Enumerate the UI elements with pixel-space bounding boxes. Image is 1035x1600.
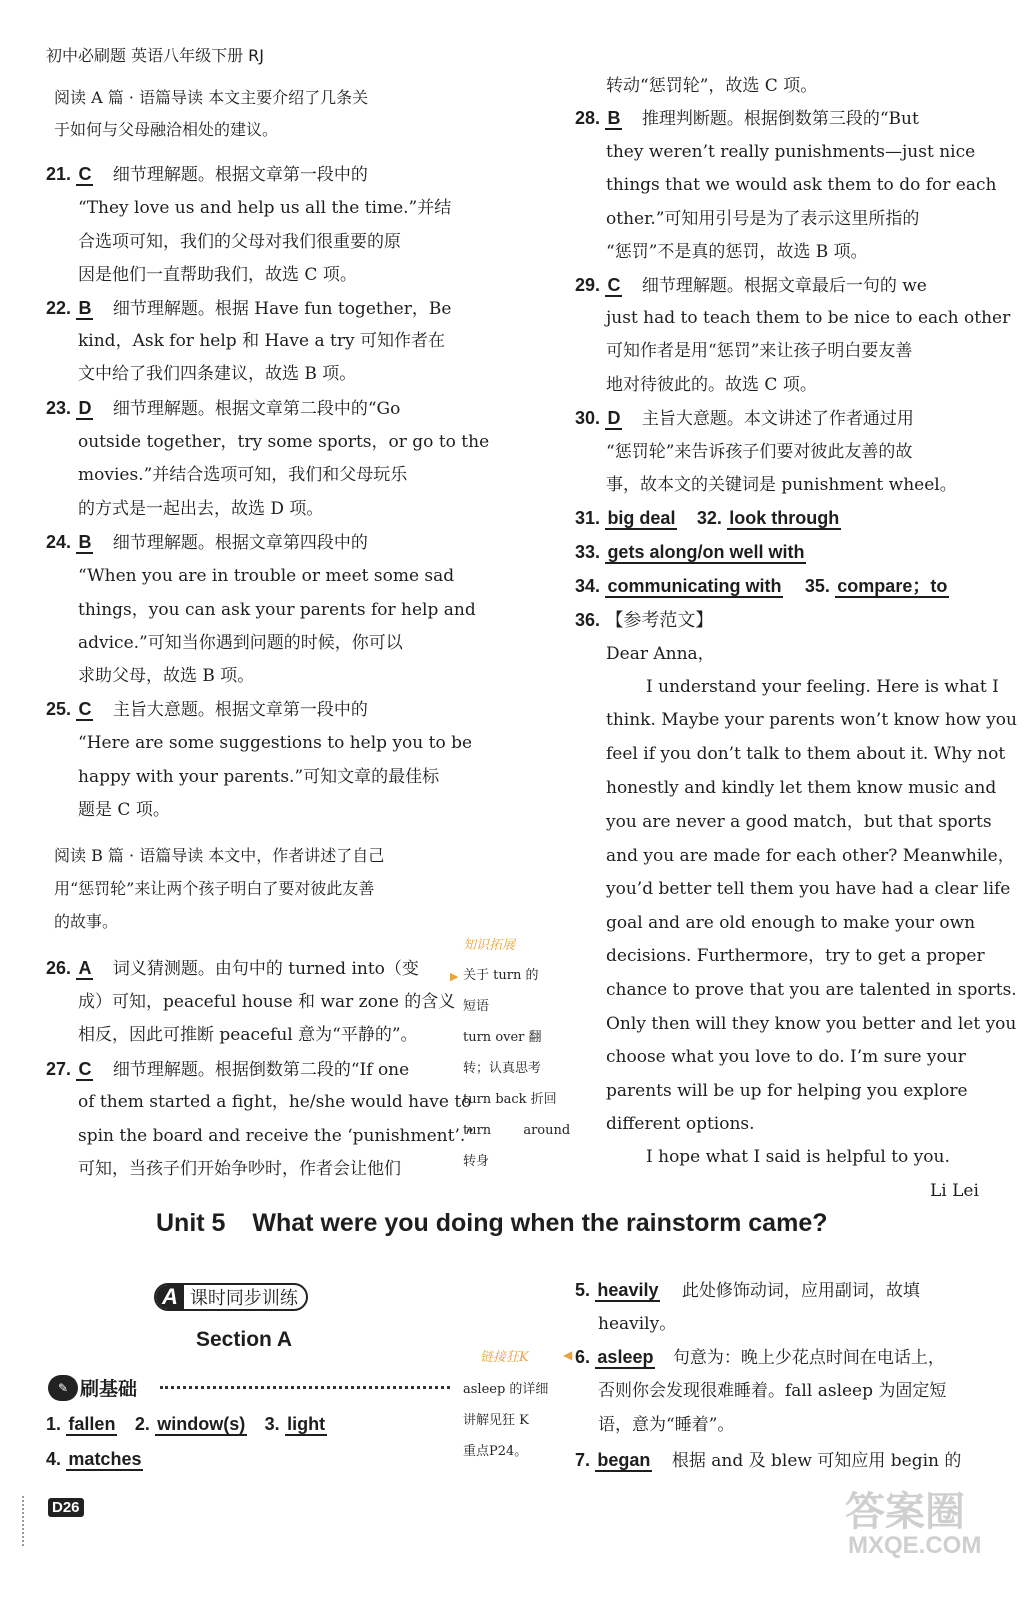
explanation-line: just had to teach them to be nice to each other xyxy=(606,308,1011,328)
explanation-line: “惩罚”不是真的惩罚，故选 B 项。 xyxy=(606,242,868,262)
explanation-line: 句意为：晚上少花点时间在电话上， xyxy=(672,1348,945,1368)
letter-signature: Li Lei xyxy=(930,1181,979,1201)
knowledge-line: 关于 turn 的 xyxy=(463,968,539,983)
q27 xyxy=(46,1057,409,1082)
link-line: 重点P24。 xyxy=(463,1444,528,1459)
explanation-line: 细节理解题。根据倒数第二段的“If one xyxy=(112,1060,410,1080)
question-number: 23. xyxy=(46,398,72,418)
explanation-line: 地对待彼此的。故选 C 项。 xyxy=(606,375,817,395)
explanation-line: 的方式是一起出去，故选 D 项。 xyxy=(78,499,324,519)
basic-answers-row1 xyxy=(46,1412,327,1437)
explanation-line: heavily。 xyxy=(598,1314,677,1334)
question-number: 30. xyxy=(575,408,601,428)
explanation-line: “Here are some suggestions to help you to be xyxy=(78,733,473,753)
section-badge-text: 课时同步训练 xyxy=(189,1288,298,1309)
brush-icon: ✎ xyxy=(48,1375,78,1401)
q34-q35 xyxy=(575,574,949,599)
explanation-line: they weren’t really punishments—just nice xyxy=(606,142,976,162)
explanation-line: 细节理解题。根据 Have fun together，Be xyxy=(112,299,452,319)
letter-line: goal and are old enough to make your own xyxy=(606,913,976,933)
sample-essay-label: 【参考范文】 xyxy=(605,610,714,631)
letter-closing: I hope what I said is helpful to you. xyxy=(646,1147,950,1167)
question-number: 6. xyxy=(575,1347,591,1367)
page-header: 初中必刷题 英语八年级下册 RJ xyxy=(46,46,265,65)
knowledge-line: turn back 折回 xyxy=(463,1092,557,1107)
answer: heavily xyxy=(597,1280,659,1300)
letter-line: and you are made for each other? Meanwhile， xyxy=(606,846,1015,866)
watermark-logo: 答案圈 xyxy=(845,1490,965,1534)
section-badge xyxy=(154,1283,308,1311)
q22 xyxy=(46,296,451,321)
explanation-line: 此处修饰动词，应用副词，故填 xyxy=(681,1281,920,1301)
brush-basics-label: 刷基础 xyxy=(80,1378,138,1400)
guide-b-line2: 用“惩罚轮”来让两个孩子明白了要对彼此友善 xyxy=(54,879,375,898)
explanation-line: 因是他们一直帮助我们，故选 C 项。 xyxy=(78,265,357,285)
question-number: 21. xyxy=(46,164,72,184)
unit-label: Unit 5 xyxy=(156,1209,226,1237)
letter-line: parents will be up for helping you explore xyxy=(606,1081,968,1101)
letter-greeting: Dear Anna， xyxy=(606,644,715,664)
link-line: asleep 的详细 xyxy=(463,1382,549,1397)
explanation-line: 相反，因此可推断 peaceful 意为“平静的”。 xyxy=(78,1025,418,1045)
explanation-line: 细节理解题。根据文章第四段中的 xyxy=(112,533,368,553)
answer: asleep xyxy=(597,1347,654,1367)
explanation-line: movies.”并结合选项可知，我们和父母玩乐 xyxy=(78,465,408,485)
guide-b-line3: 的故事。 xyxy=(54,912,119,931)
letter-line: chance to prove that you are talented in sports. xyxy=(606,980,1017,1000)
question-number: 27. xyxy=(46,1059,72,1079)
question-number: 29. xyxy=(575,275,601,295)
question-number: 1. xyxy=(46,1414,62,1434)
explanation-line: 事，故本文的关键词是 punishment wheel。 xyxy=(606,475,957,495)
letter-line: Only then will they know you better and let you xyxy=(606,1014,1017,1034)
explanation-line: 词义猜测题。由句中的 turned into（变 xyxy=(112,959,419,979)
q23 xyxy=(46,396,400,421)
explanation-line: 文中给了我们四条建议，故选 B 项。 xyxy=(78,364,357,384)
explanation-line: 题是 C 项。 xyxy=(78,800,170,820)
answer: B xyxy=(607,108,621,128)
knowledge-line: 短语 xyxy=(463,999,490,1014)
q21 xyxy=(46,162,368,187)
letter-line: decisions. Furthermore，try to get a proper xyxy=(606,946,985,966)
letter-line: think. Maybe your parents won’t know how you xyxy=(606,710,1017,730)
explanation-line: 根据 and 及 blew 可知应用 begin 的 xyxy=(671,1451,962,1471)
answer: D xyxy=(607,408,621,428)
q29 xyxy=(575,273,927,298)
answer: C xyxy=(607,275,621,295)
answer: began xyxy=(597,1450,651,1470)
q31-q32 xyxy=(575,506,841,531)
explanation-line: other.”可知用引号是为了表示这里所指的 xyxy=(606,209,920,229)
section-badge-letter: A xyxy=(156,1285,184,1309)
answer: look through xyxy=(729,508,840,528)
answer: C xyxy=(78,164,92,184)
q24 xyxy=(46,530,368,555)
explanation-line: 主旨大意题。本文讲述了作者通过用 xyxy=(641,409,914,429)
explanation-line: 细节理解题。根据文章第一段中的 xyxy=(112,165,368,185)
letter-line: you’d better tell them you have had a clear life xyxy=(606,879,1011,899)
arrow-icon: ◀ xyxy=(563,1348,573,1362)
explanation-line: 推理判断题。根据倒数第三段的“But xyxy=(641,109,919,129)
question-number: 32. xyxy=(696,508,722,528)
question-number: 31. xyxy=(575,508,601,528)
explanation-line: “When you are in trouble or meet some sad xyxy=(78,566,455,586)
letter-line: I understand your feeling. Here is what I xyxy=(646,677,999,697)
letter-line: honestly and kindly let them know music and xyxy=(606,778,997,798)
unit-heading xyxy=(156,1208,828,1238)
link-line: 讲解见狂 K xyxy=(463,1413,529,1428)
q26 xyxy=(46,956,419,981)
question-number: 22. xyxy=(46,298,72,318)
q27-continued: 转动“惩罚轮”，故选 C 项。 xyxy=(606,76,818,96)
explanation-line: 细节理解题。根据文章第二段中的“Go xyxy=(112,399,401,419)
basic-answers-row2 xyxy=(46,1447,143,1472)
knowledge-line: turn around xyxy=(463,1123,571,1138)
letter-line: feel if you don’t talk to them about it. Why not xyxy=(606,744,1006,764)
explanation-line: 细节理解题。根据文章最后一句的 we xyxy=(641,276,927,296)
letter-line: you are never a good match，but that sports xyxy=(606,812,992,832)
answer: D xyxy=(78,398,92,418)
knowledge-line: 转身 xyxy=(463,1154,490,1169)
explanation-line: spin the board and receive the ‘punishment’.” xyxy=(78,1126,474,1146)
question-number: 3. xyxy=(264,1414,280,1434)
q36 xyxy=(575,608,713,633)
answer: C xyxy=(78,1059,92,1079)
explanation-line: things，you can ask your parents for help and xyxy=(78,600,476,620)
answer: window(s) xyxy=(157,1414,246,1434)
answer: A xyxy=(78,958,92,978)
explanation-line: 主旨大意题。根据文章第一段中的 xyxy=(112,700,368,720)
guide-a-line1: 阅读 A 篇 · 语篇导读 本文主要介绍了几条关 xyxy=(54,88,369,107)
arrow-icon: ▶ xyxy=(450,970,459,983)
q28 xyxy=(575,106,919,131)
knowledge-line: turn over 翻 xyxy=(463,1030,542,1045)
question-number: 7. xyxy=(575,1450,591,1470)
explanation-line: happy with your parents.”可知文章的最佳标 xyxy=(78,767,440,787)
answer: compare；to xyxy=(837,576,948,596)
question-number: 34. xyxy=(575,576,601,596)
explanation-line: 合选项可知，我们的父母对我们很重要的原 xyxy=(78,232,401,252)
question-number: 33. xyxy=(575,542,601,562)
answer: B xyxy=(78,298,92,318)
answer: big deal xyxy=(607,508,676,528)
question-number: 25. xyxy=(46,699,72,719)
question-number: 28. xyxy=(575,108,601,128)
letter-line: choose what you love to do. I’m sure your xyxy=(606,1047,966,1067)
explanation-line: 可知作者是用“惩罚”来让孩子明白要友善 xyxy=(606,341,913,361)
q33 xyxy=(575,540,806,565)
answer: communicating with xyxy=(607,576,782,596)
answer: matches xyxy=(68,1449,142,1469)
explanation-line: of them started a fight，he/she would have to xyxy=(78,1092,472,1112)
explanation-line: 语，意为“睡着”。 xyxy=(598,1415,735,1435)
explanation-line: advice.”可知当你遇到问题的时候，你可以 xyxy=(78,633,403,653)
explanation-line: things that we would ask them to do for each xyxy=(606,175,997,195)
unit-title: What were you doing when the rainstorm came? xyxy=(252,1209,828,1237)
margin-decoration xyxy=(22,1496,24,1546)
q30 xyxy=(575,406,914,431)
dotted-divider xyxy=(160,1386,450,1389)
q6 xyxy=(575,1345,945,1370)
answer: gets along/on well with xyxy=(607,542,805,562)
explanation-line: “They love us and help us all the time.”并结 xyxy=(78,198,452,218)
knowledge-extension-title: 知识拓展 xyxy=(463,938,516,953)
knowledge-line: 转；认真思考 xyxy=(463,1061,542,1076)
explanation-line: 成）可知，peaceful house 和 war zone 的含义 xyxy=(78,992,456,1012)
q7 xyxy=(575,1448,961,1473)
question-number: 36. xyxy=(575,610,601,630)
explanation-line: 可知，当孩子们开始争吵时，作者会让他们 xyxy=(78,1159,401,1179)
question-number: 4. xyxy=(46,1449,62,1469)
answer: fallen xyxy=(68,1414,116,1434)
link-title: 链接狂K xyxy=(480,1350,529,1365)
answer: light xyxy=(287,1414,326,1434)
letter-line: different options. xyxy=(606,1114,755,1134)
section-title: Section A xyxy=(196,1328,293,1351)
question-number: 2. xyxy=(134,1414,150,1434)
explanation-line: 否则你会发现很难睡着。fall asleep 为固定短 xyxy=(598,1381,947,1401)
explanation-line: “惩罚轮”来告诉孩子们要对彼此友善的故 xyxy=(606,442,913,462)
question-number: 24. xyxy=(46,532,72,552)
answer: C xyxy=(78,699,92,719)
question-number: 35. xyxy=(804,576,830,596)
question-number: 26. xyxy=(46,958,72,978)
guide-b-line1: 阅读 B 篇 · 语篇导读 本文中，作者讲述了自己 xyxy=(54,846,385,865)
answer: B xyxy=(78,532,92,552)
explanation-line: kind，Ask for help 和 Have a try 可知作者在 xyxy=(78,331,446,351)
question-number: 5. xyxy=(575,1280,591,1300)
explanation-line: outside together，try some sports，or go to the xyxy=(78,432,490,452)
watermark-url: MXQE.COM xyxy=(848,1532,982,1559)
page-number: D26 xyxy=(48,1498,84,1517)
brush-basics-heading xyxy=(48,1374,137,1401)
guide-a-line2: 于如何与父母融洽相处的建议。 xyxy=(54,120,279,139)
explanation-line: 求助父母，故选 B 项。 xyxy=(78,666,255,686)
q5 xyxy=(575,1278,920,1303)
q25 xyxy=(46,697,368,722)
